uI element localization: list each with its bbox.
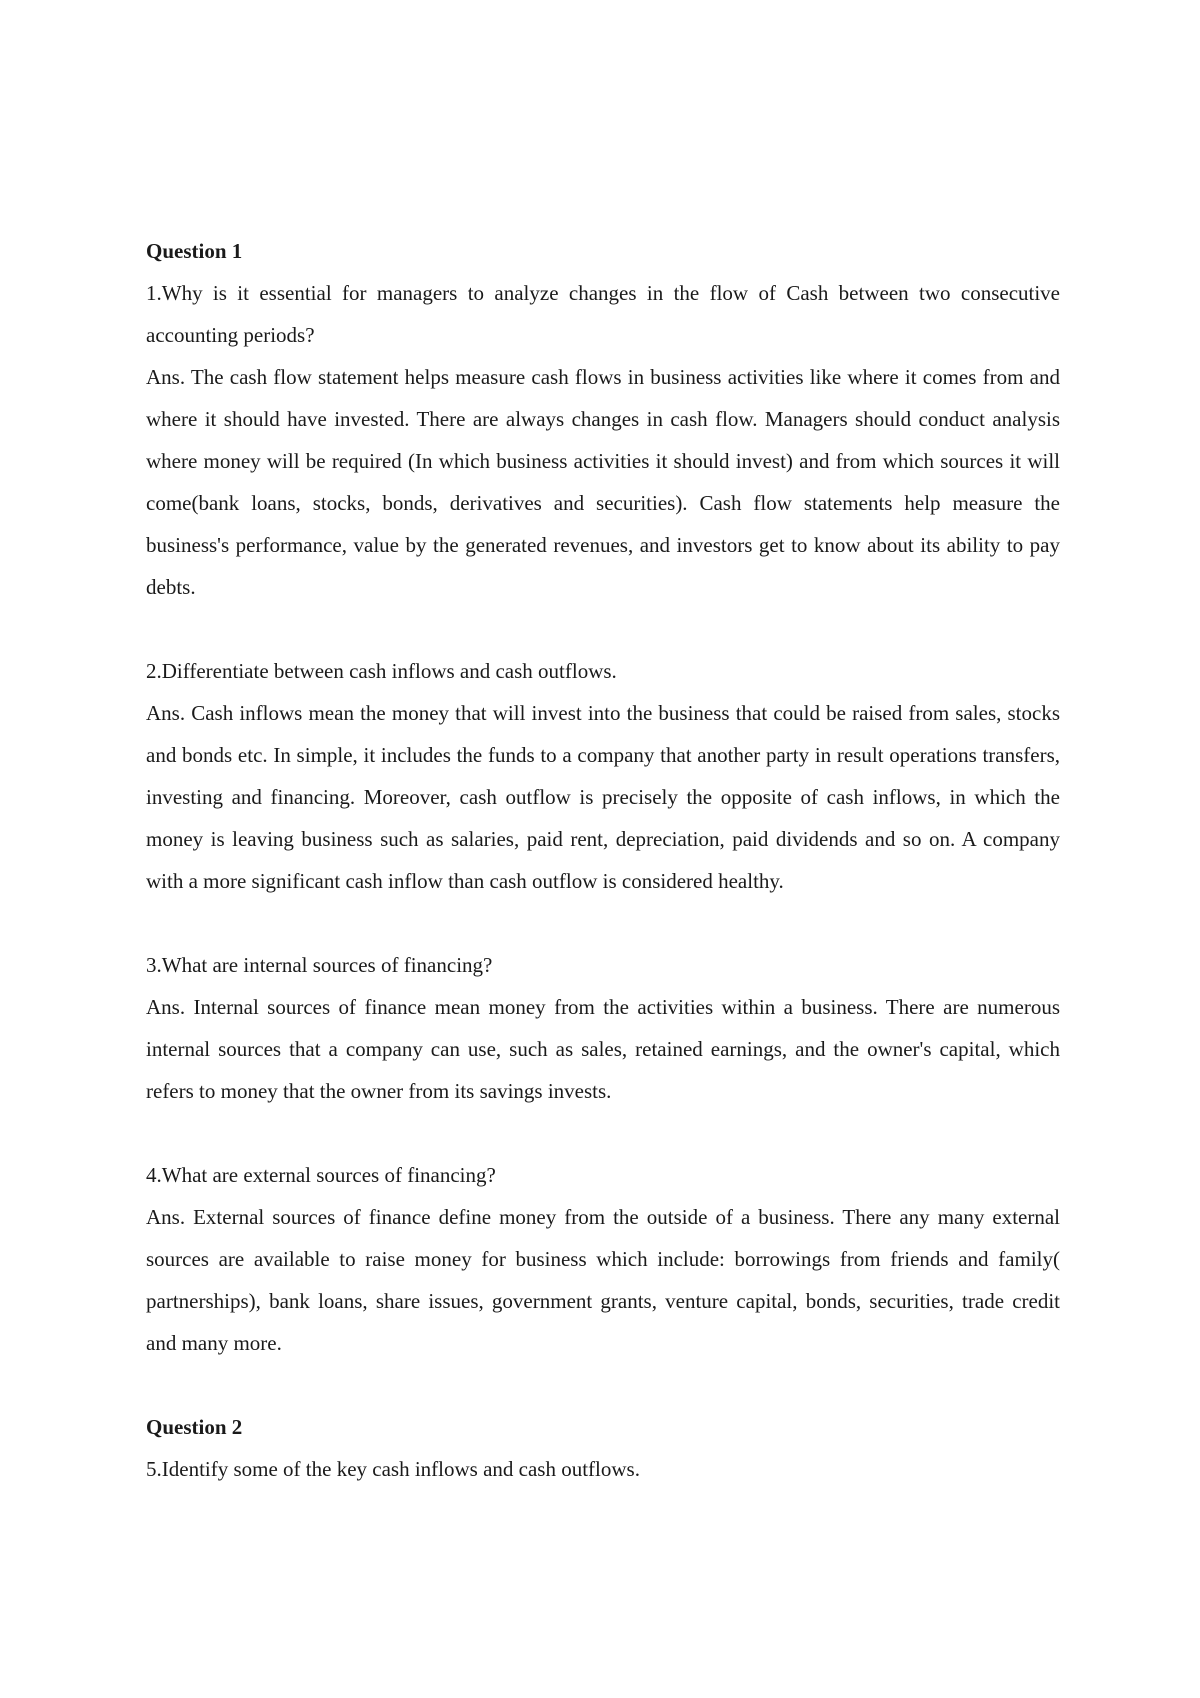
paragraph-spacer: [146, 1112, 1060, 1154]
answer-text: Ans. External sources of finance define money from the outside of a business. There any many external sources are available to raise money for business which include: borrowings from friends and family( partnerships), bank loans, share issues, government grants, venture capital, bonds, securities, trade credit and many more.: [146, 1205, 1060, 1355]
answer-text: Ans. Cash inflows mean the money that will invest into the business that could be raised from sales, stocks and bonds etc. In simple, it includes the funds to a company that another party in result operations transfers, investing and financing. Moreover, cash outflow is precisely the opposite of cash inflows, in which the money is leaving business such as salaries, paid rent, depreciation, paid dividends and so on. A company with a more significant cash inflow than cash outflow is considered healthy.: [146, 701, 1060, 893]
qa-item-4: [146, 1154, 1060, 1364]
paragraph-spacer: [146, 1364, 1060, 1406]
section-heading-question-1: Question 1: [146, 239, 243, 263]
question-text: 4.What are external sources of financing?: [146, 1163, 496, 1187]
section-heading-question-2: Question 2: [146, 1415, 243, 1439]
qa-item-1: [146, 272, 1060, 608]
answer-text: Ans. Internal sources of finance mean money from the activities within a business. There are numerous internal sources that a company can use, such as sales, retained earnings, and the owner's capital, which refers to money that the owner from its savings invests.: [146, 995, 1060, 1103]
question-text: 3.What are internal sources of financing?: [146, 953, 493, 977]
paragraph-spacer: [146, 902, 1060, 944]
answer-text: Ans. The cash flow statement helps measure cash flows in business activities like where it comes from and where it should have invested. There are always changes in cash flow. Managers should conduct analysis where money will be required (In which business activities it should invest) and from which sources it will come(bank loans, stocks, bonds, derivatives and securities). Cash flow statements help measure the business's performance, value by the generated revenues, and investors get to know about its ability to pay debts.: [146, 365, 1060, 599]
document-body: [146, 230, 1060, 1490]
question-text: 5.Identify some of the key cash inflows and cash outflows.: [146, 1457, 640, 1481]
question-text: 1.Why is it essential for managers to analyze changes in the flow of Cash between two consecutive accounting periods?: [146, 281, 1060, 347]
paragraph-spacer: [146, 608, 1060, 650]
question-text: 2.Differentiate between cash inflows and cash outflows.: [146, 659, 617, 683]
qa-item-3: [146, 944, 1060, 1112]
qa-item-2: [146, 650, 1060, 902]
qa-item-5: [146, 1448, 1060, 1490]
